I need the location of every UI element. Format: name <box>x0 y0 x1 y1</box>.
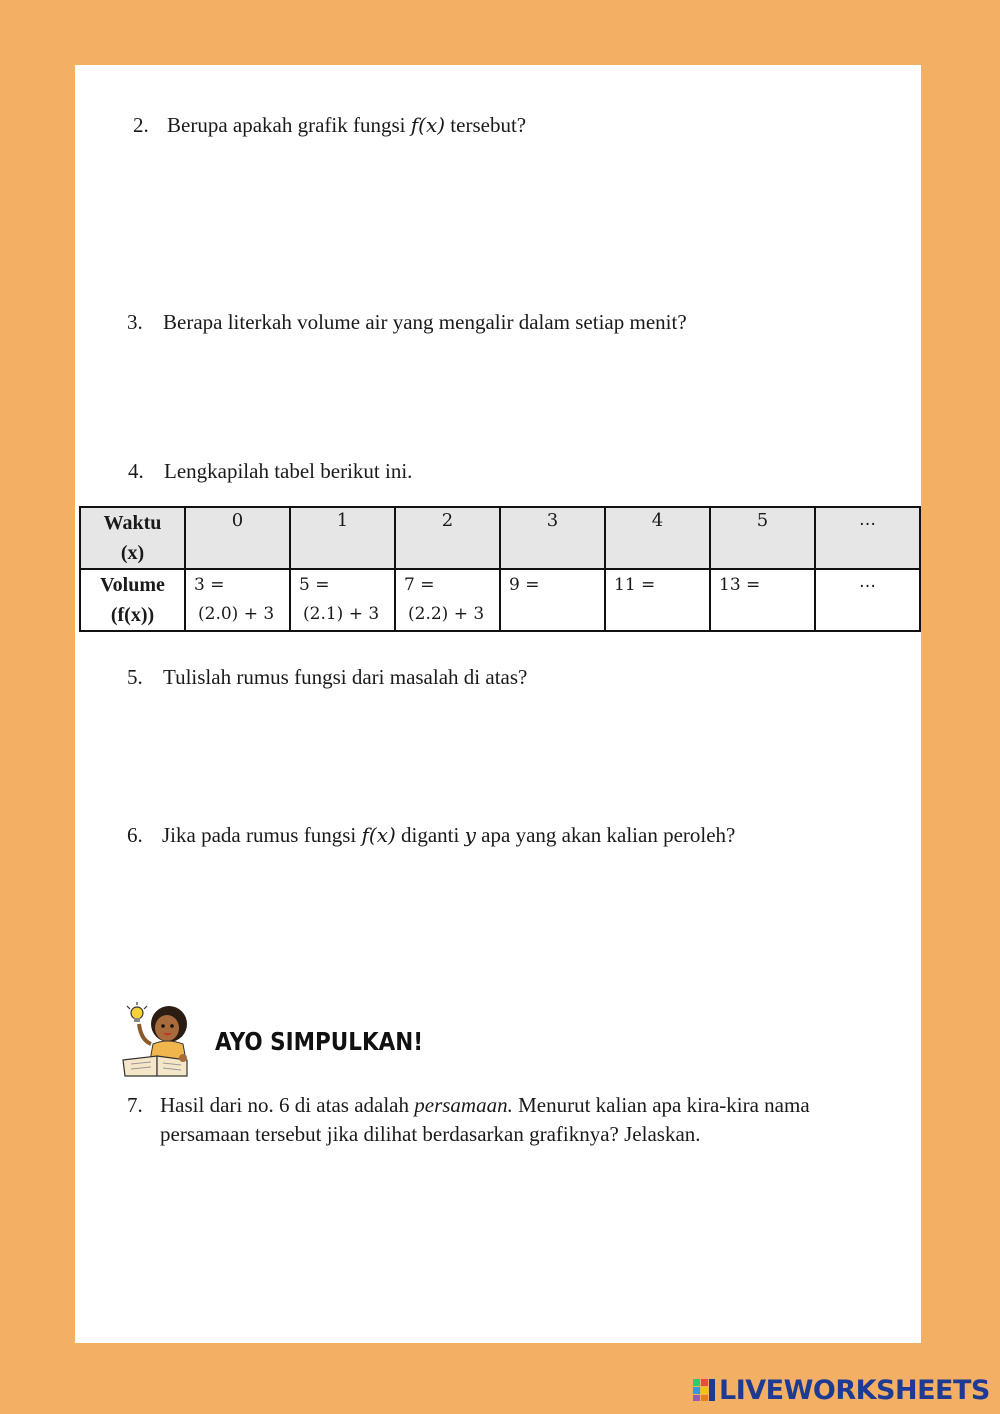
question-text: Jika pada rumus fungsi <box>162 823 362 847</box>
question-text: Tulislah rumus fungsi dari masalah di atas? <box>163 665 528 689</box>
volume-cell[interactable] <box>290 569 395 631</box>
table-row-volume <box>80 569 920 631</box>
logo-text: LIVEWORKSHEETS <box>719 1374 990 1406</box>
volume-expression: (2.2) + 3 <box>408 604 485 624</box>
question-text-italic: persamaan. <box>414 1093 513 1117</box>
question-number: 2. <box>133 113 149 137</box>
question-text: Menurut kalian apa kira-kira nama <box>512 1093 810 1117</box>
time-cell: 5 <box>710 507 815 569</box>
question-5 <box>127 663 527 692</box>
question-3 <box>127 308 687 337</box>
time-cell: 2 <box>395 507 500 569</box>
function-table <box>79 506 921 632</box>
liveworksheets-logo-icon <box>692 1378 716 1402</box>
question-text: Berupa apakah grafik fungsi <box>167 113 411 137</box>
row-header-variable: (x) <box>120 542 145 564</box>
volume-value: 13 = <box>719 575 761 595</box>
math-fx: f(x) <box>361 823 396 847</box>
question-number: 7. <box>127 1093 143 1117</box>
question-7 <box>127 1091 887 1149</box>
question-number: 5. <box>127 665 143 689</box>
volume-expression: (2.1) + 3 <box>303 604 380 624</box>
question-4 <box>128 457 412 486</box>
volume-cell[interactable] <box>395 569 500 631</box>
time-cell: 4 <box>605 507 710 569</box>
math-y: y <box>464 823 476 847</box>
question-text: persamaan tersebut jika dilihat berdasarkan grafiknya? Jelaskan. <box>160 1122 701 1146</box>
volume-value: 11 = <box>614 575 656 595</box>
time-cell-ellipsis: … <box>815 507 920 569</box>
question-6 <box>127 821 735 850</box>
row-header-variable: (f(x)) <box>110 604 155 626</box>
question-text: Hasil dari no. 6 di atas adalah <box>160 1093 415 1117</box>
table-row-time <box>80 507 920 569</box>
worksheet-page <box>75 65 921 1343</box>
volume-cell[interactable] <box>710 569 815 631</box>
volume-cell-ellipsis: … <box>815 569 920 631</box>
volume-value: 3 = <box>194 575 225 595</box>
volume-cell[interactable] <box>500 569 605 631</box>
question-text: Berapa literkah volume air yang mengalir dalam setiap menit? <box>163 310 687 334</box>
conclusion-banner <box>117 1000 497 1080</box>
volume-cell[interactable] <box>605 569 710 631</box>
row-header-volume <box>80 569 185 631</box>
banner-title: AYO SIMPULKAN! <box>215 1027 424 1056</box>
math-fx: f(x) <box>410 113 446 137</box>
question-text: tersebut? <box>445 113 527 137</box>
volume-value: 5 = <box>299 575 330 595</box>
row-header-label: Waktu <box>103 512 162 534</box>
time-cell: 3 <box>500 507 605 569</box>
time-cell: 0 <box>185 507 290 569</box>
question-number: 4. <box>128 459 144 483</box>
time-cell: 1 <box>290 507 395 569</box>
volume-value: 7 = <box>404 575 435 595</box>
volume-cell[interactable] <box>185 569 290 631</box>
question-text: apa yang akan kalian peroleh? <box>475 823 736 847</box>
volume-value: 9 = <box>509 575 540 595</box>
question-text: Lengkapilah tabel berikut ini. <box>164 459 413 483</box>
row-header-label: Volume <box>100 574 165 596</box>
liveworksheets-logo[interactable] <box>692 1373 990 1407</box>
row-header-time <box>80 507 185 569</box>
question-number: 6. <box>127 823 143 847</box>
question-2 <box>133 111 526 140</box>
question-text: diganti <box>395 823 465 847</box>
girl-reading-with-lightbulb-icon <box>117 1000 197 1080</box>
volume-expression: (2.0) + 3 <box>198 604 275 624</box>
question-number: 3. <box>127 310 143 334</box>
